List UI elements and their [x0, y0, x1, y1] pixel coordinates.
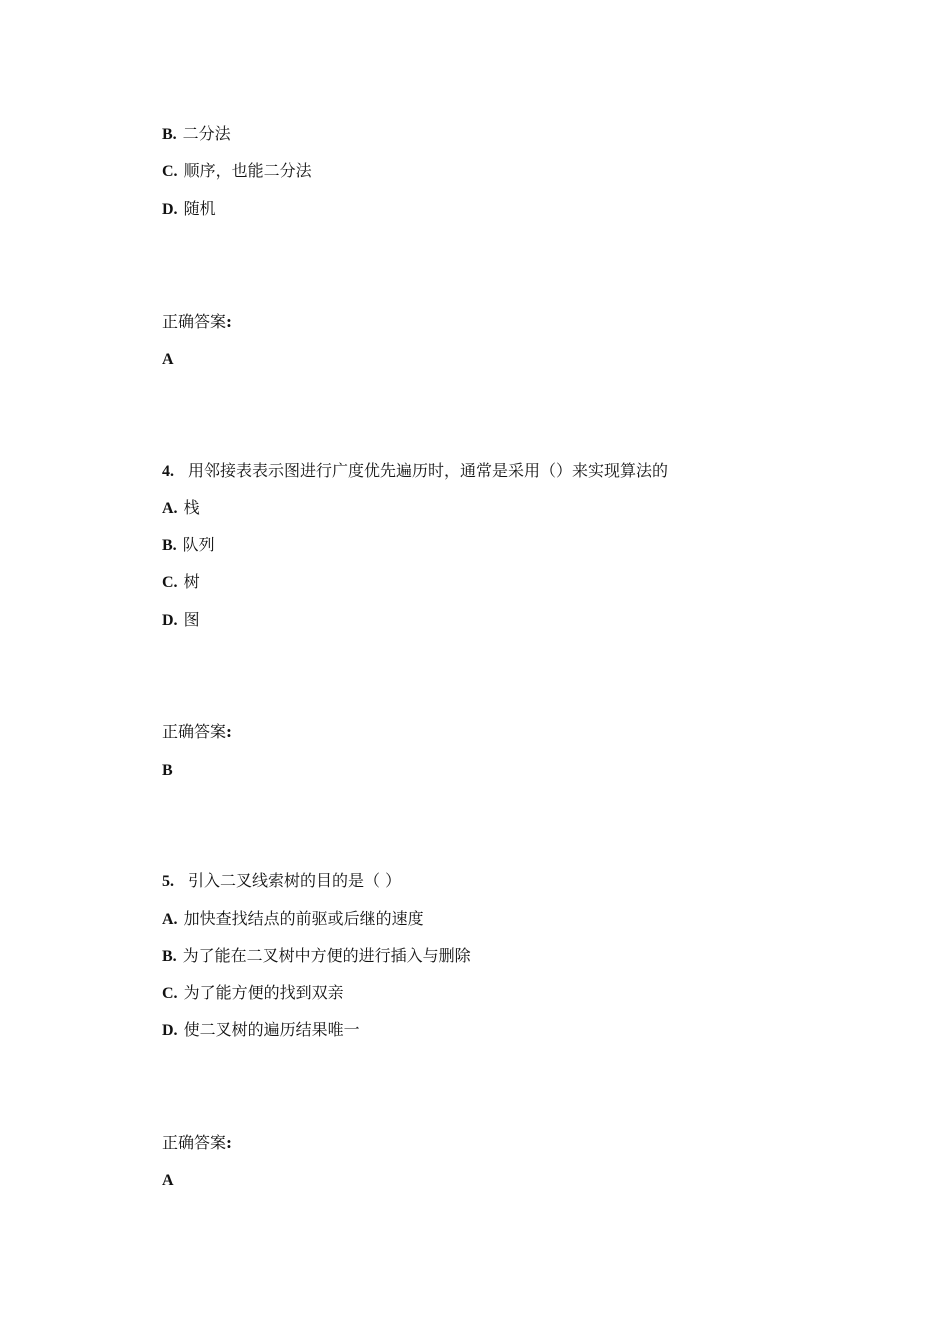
prev-option-d [162, 199, 216, 220]
option-letter: B. [162, 537, 177, 554]
option-text: 图 [183, 610, 200, 629]
answer-value-text: B [162, 762, 173, 779]
prev-option-c [162, 161, 312, 182]
answer-value-text: A [162, 351, 174, 368]
question-4-option-b [162, 535, 215, 556]
option-letter: B. [162, 126, 177, 143]
answer-label-text: 正确答案 [162, 312, 227, 331]
option-text: 随机 [183, 199, 216, 218]
option-text: 为了能在二叉树中方便的进行插入与删除 [182, 946, 471, 965]
question-4-option-a [162, 498, 200, 519]
option-letter: D. [162, 201, 178, 218]
question-5-option-c [162, 983, 344, 1004]
question-4-answer-label [162, 722, 232, 742]
option-letter: D. [162, 1022, 178, 1039]
answer-value-text: A [162, 1172, 174, 1189]
option-text: 栈 [183, 498, 200, 517]
question-5-stem [162, 871, 401, 892]
question-4-option-d [162, 610, 200, 631]
question-number: 5. [162, 873, 174, 890]
answer-label-text: 正确答案 [162, 1133, 227, 1152]
option-letter: C. [162, 163, 178, 180]
option-letter: C. [162, 574, 178, 591]
option-text: 为了能方便的找到双亲 [183, 983, 344, 1002]
prev-answer-value [162, 349, 174, 370]
option-letter: D. [162, 612, 178, 629]
question-5-option-d [162, 1020, 360, 1041]
question-5-option-a [162, 909, 424, 930]
option-text: 加快查找结点的前驱或后继的速度 [183, 909, 424, 928]
option-text: 二分法 [182, 124, 231, 143]
option-text: 使二叉树的遍历结果唯一 [183, 1020, 360, 1039]
option-text: 队列 [182, 535, 215, 554]
option-letter: A. [162, 500, 178, 517]
question-5-answer-value [162, 1170, 174, 1191]
question-number: 4. [162, 463, 174, 480]
question-5-answer-label [162, 1133, 232, 1153]
answer-colon: : [226, 312, 232, 331]
question-text: 引入二叉线索树的目的是（ ） [188, 871, 402, 890]
question-text: 用邻接表表示图进行广度优先遍历时，通常是采用（）来实现算法的 [188, 461, 669, 480]
answer-label-text: 正确答案 [162, 722, 227, 741]
prev-answer-label [162, 312, 232, 332]
option-letter: B. [162, 948, 177, 965]
answer-colon: : [226, 722, 232, 741]
option-letter: C. [162, 985, 178, 1002]
answer-colon: : [226, 1133, 232, 1152]
option-text: 顺序，也能二分法 [183, 161, 312, 180]
question-5-option-b [162, 946, 471, 967]
option-text: 树 [183, 572, 200, 591]
prev-option-b [162, 124, 231, 145]
question-4-answer-value [162, 760, 173, 781]
question-4-option-c [162, 572, 200, 593]
question-4-stem [162, 461, 668, 482]
option-letter: A. [162, 911, 178, 928]
